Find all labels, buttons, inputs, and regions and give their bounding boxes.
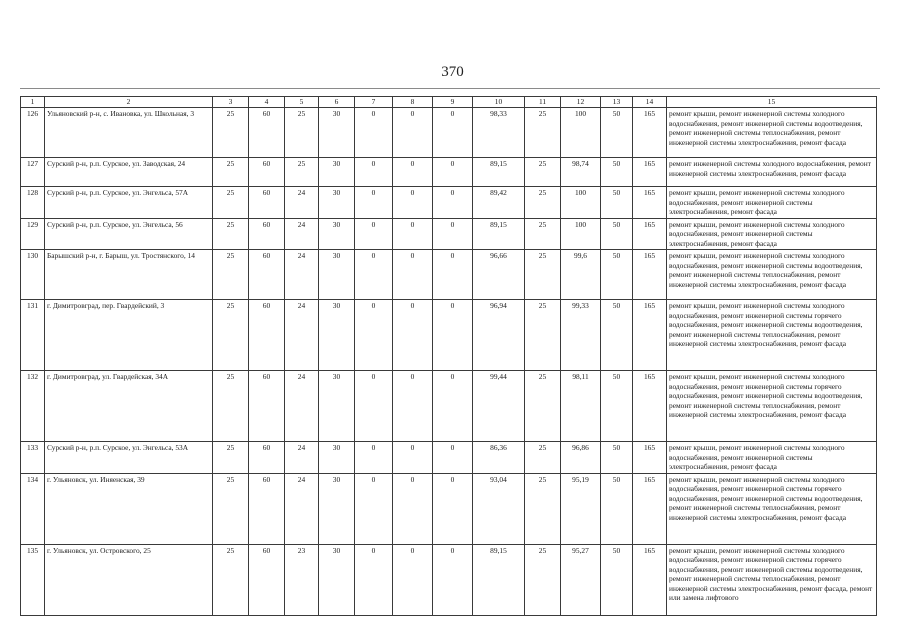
table-cell: 100: [561, 187, 601, 219]
table-cell: 96,94: [473, 300, 525, 371]
table-cell: 25: [525, 544, 561, 615]
table-cell: 24: [285, 371, 319, 442]
column-header: 10: [473, 97, 525, 108]
table-cell: 30: [319, 371, 355, 442]
table-cell: 25: [213, 187, 249, 219]
address-cell: Сурский р-н, р.п. Сурское, ул. Заводская, 24: [45, 158, 213, 187]
row-number: 131: [21, 300, 45, 371]
column-header: 13: [601, 97, 633, 108]
table-cell: 89,42: [473, 187, 525, 219]
table-cell: 93,04: [473, 473, 525, 544]
works-cell: ремонт крыши, ремонт инженерной системы холодного водоснабжения, ремонт инженерной системы электроснабжения, ремонт фасада: [667, 442, 877, 474]
table-cell: 86,36: [473, 442, 525, 474]
table-row: [21, 187, 877, 219]
column-header: 3: [213, 97, 249, 108]
table-cell: 0: [355, 108, 393, 158]
table-cell: 50: [601, 544, 633, 615]
table-cell: 0: [355, 544, 393, 615]
address-cell: Ульяновский р-н, с. Ивановка, ул. Школьная, 3: [45, 108, 213, 158]
table-cell: 0: [433, 250, 473, 300]
row-number: 129: [21, 218, 45, 250]
row-number: 132: [21, 371, 45, 442]
table-cell: 165: [633, 187, 667, 219]
table-cell: 25: [213, 300, 249, 371]
works-cell: ремонт инженерной системы холодного водоснабжения, ремонт инженерной системы электроснабжения, ремонт фасада: [667, 158, 877, 187]
table-cell: 0: [393, 473, 433, 544]
table-cell: 0: [355, 473, 393, 544]
table-row: [21, 473, 877, 544]
table-cell: 0: [355, 371, 393, 442]
table-cell: 50: [601, 250, 633, 300]
table-cell: 30: [319, 158, 355, 187]
works-cell: ремонт крыши, ремонт инженерной системы холодного водоснабжения, ремонт инженерной системы горячего водоснабжения, ремонт инженерной системы водоотведения, ремонт инженерной системы теплоснабжения, ремонт инженерной системы электроснабжения, ремонт фасада: [667, 371, 877, 442]
table-cell: 0: [355, 218, 393, 250]
table-cell: 25: [525, 300, 561, 371]
table-cell: 25: [525, 371, 561, 442]
column-header: 1: [21, 97, 45, 108]
address-cell: Сурский р-н, р.п. Сурское, ул. Энгельса, 53А: [45, 442, 213, 474]
table-cell: 0: [355, 187, 393, 219]
table-cell: 0: [393, 187, 433, 219]
table-cell: 25: [213, 250, 249, 300]
table-cell: 30: [319, 544, 355, 615]
table-cell: 25: [525, 218, 561, 250]
table-cell: 25: [285, 158, 319, 187]
table-cell: 89,15: [473, 158, 525, 187]
column-header: 12: [561, 97, 601, 108]
table-cell: 25: [213, 442, 249, 474]
column-header: 7: [355, 97, 393, 108]
address-cell: г. Ульяновск, ул. Островского, 25: [45, 544, 213, 615]
table-cell: 0: [433, 300, 473, 371]
table-cell: 0: [393, 442, 433, 474]
table-row: [21, 158, 877, 187]
table-cell: 60: [249, 250, 285, 300]
table-cell: 89,15: [473, 544, 525, 615]
table-cell: 30: [319, 187, 355, 219]
table-cell: 24: [285, 250, 319, 300]
column-header: 6: [319, 97, 355, 108]
table-cell: 0: [433, 473, 473, 544]
address-cell: Барышский р-н, г. Барыш, ул. Тростянского, 14: [45, 250, 213, 300]
column-header: 8: [393, 97, 433, 108]
works-cell: ремонт крыши, ремонт инженерной системы холодного водоснабжения, ремонт инженерной системы электроснабжения, ремонт фасада: [667, 218, 877, 250]
table-header-row: [21, 97, 877, 108]
row-number: 126: [21, 108, 45, 158]
address-cell: Сурский р-н, р.п. Сурское, ул. Энгельса, 56: [45, 218, 213, 250]
table-cell: 24: [285, 300, 319, 371]
table-row: [21, 218, 877, 250]
column-header: 2: [45, 97, 213, 108]
row-number: 134: [21, 473, 45, 544]
table-cell: 60: [249, 108, 285, 158]
table-cell: 25: [213, 158, 249, 187]
table-cell: 99,33: [561, 300, 601, 371]
address-cell: г. Димитровград, ул. Гвардейская, 34А: [45, 371, 213, 442]
table-cell: 24: [285, 187, 319, 219]
table-cell: 30: [319, 442, 355, 474]
table-cell: 165: [633, 300, 667, 371]
column-header: 14: [633, 97, 667, 108]
table-cell: 98,33: [473, 108, 525, 158]
table-cell: 30: [319, 473, 355, 544]
table-cell: 95,27: [561, 544, 601, 615]
table-cell: 96,66: [473, 250, 525, 300]
table-cell: 30: [319, 108, 355, 158]
table-cell: 98,11: [561, 371, 601, 442]
table-cell: 0: [433, 108, 473, 158]
address-cell: г. Димитровград, пер. Гвардейский, 3: [45, 300, 213, 371]
table-row: [21, 442, 877, 474]
table-cell: 165: [633, 473, 667, 544]
register-table: [20, 96, 877, 616]
column-header: 4: [249, 97, 285, 108]
table-cell: 60: [249, 218, 285, 250]
table-cell: 0: [433, 544, 473, 615]
table-cell: 30: [319, 250, 355, 300]
table-row: [21, 300, 877, 371]
table-cell: 95,19: [561, 473, 601, 544]
page-divider: [20, 88, 880, 89]
table-cell: 0: [433, 371, 473, 442]
table-cell: 25: [525, 108, 561, 158]
works-cell: ремонт крыши, ремонт инженерной системы холодного водоснабжения, ремонт инженерной системы горячего водоснабжения, ремонт инженерной системы водоотведения, ремонт инженерной системы теплоснабжения, ремонт инженерной системы электроснабжения, ремонт фасада, ремонт или замена лифтового: [667, 544, 877, 615]
table-cell: 165: [633, 250, 667, 300]
works-cell: ремонт крыши, ремонт инженерной системы холодного водоснабжения, ремонт инженерной системы электроснабжения, ремонт фасада: [667, 187, 877, 219]
address-cell: Сурский р-н, р.п. Сурское, ул. Энгельса, 57А: [45, 187, 213, 219]
table-cell: 60: [249, 300, 285, 371]
table-cell: 50: [601, 187, 633, 219]
table-cell: 0: [355, 250, 393, 300]
table-cell: 23: [285, 544, 319, 615]
column-header: 5: [285, 97, 319, 108]
table-cell: 25: [525, 250, 561, 300]
table-cell: 25: [213, 218, 249, 250]
table-cell: 30: [319, 218, 355, 250]
table-cell: 25: [525, 187, 561, 219]
works-cell: ремонт крыши, ремонт инженерной системы холодного водоснабжения, ремонт инженерной системы водоотведения, ремонт инженерной системы теплоснабжения, ремонт инженерной системы электроснабжения, ремонт фасада: [667, 250, 877, 300]
table-cell: 50: [601, 442, 633, 474]
table-cell: 165: [633, 218, 667, 250]
table-cell: 98,74: [561, 158, 601, 187]
table-cell: 25: [525, 442, 561, 474]
table-cell: 0: [393, 250, 433, 300]
table-cell: 60: [249, 473, 285, 544]
table-row: [21, 108, 877, 158]
table-cell: 50: [601, 371, 633, 442]
table-cell: 50: [601, 218, 633, 250]
table-cell: 0: [393, 158, 433, 187]
table-cell: 50: [601, 473, 633, 544]
row-number: 130: [21, 250, 45, 300]
table-cell: 0: [433, 442, 473, 474]
table-cell: 25: [525, 473, 561, 544]
table-cell: 0: [355, 158, 393, 187]
column-header: 9: [433, 97, 473, 108]
table-cell: 0: [393, 544, 433, 615]
table-cell: 0: [355, 300, 393, 371]
row-number: 128: [21, 187, 45, 219]
table-cell: 0: [393, 108, 433, 158]
table-cell: 0: [355, 442, 393, 474]
table-cell: 24: [285, 218, 319, 250]
table-cell: 50: [601, 108, 633, 158]
table-cell: 25: [525, 158, 561, 187]
table-cell: 165: [633, 108, 667, 158]
works-cell: ремонт крыши, ремонт инженерной системы холодного водоснабжения, ремонт инженерной системы горячего водоснабжения, ремонт инженерной системы водоотведения, ремонт инженерной системы теплоснабжения, ремонт инженерной системы электроснабжения, ремонт фасада: [667, 473, 877, 544]
table-cell: 165: [633, 544, 667, 615]
table-cell: 50: [601, 300, 633, 371]
table-cell: 165: [633, 158, 667, 187]
table-cell: 25: [285, 108, 319, 158]
table-cell: 50: [601, 158, 633, 187]
table-cell: 96,86: [561, 442, 601, 474]
table-cell: 0: [393, 371, 433, 442]
table-cell: 24: [285, 473, 319, 544]
table-cell: 0: [393, 300, 433, 371]
table-cell: 0: [393, 218, 433, 250]
table-row: [21, 250, 877, 300]
table-cell: 99,44: [473, 371, 525, 442]
table-cell: 100: [561, 108, 601, 158]
table-cell: 60: [249, 371, 285, 442]
page-number: 370: [441, 64, 464, 80]
column-header: 11: [525, 97, 561, 108]
table-cell: 100: [561, 218, 601, 250]
table-cell: 30: [319, 300, 355, 371]
table-cell: 60: [249, 544, 285, 615]
row-number: 127: [21, 158, 45, 187]
table-cell: 165: [633, 442, 667, 474]
table-cell: 60: [249, 158, 285, 187]
table-cell: 24: [285, 442, 319, 474]
table-cell: 0: [433, 158, 473, 187]
table-cell: 89,15: [473, 218, 525, 250]
table-cell: 60: [249, 442, 285, 474]
works-cell: ремонт крыши, ремонт инженерной системы холодного водоснабжения, ремонт инженерной системы водоотведения, ремонт инженерной системы теплоснабжения, ремонт инженерной системы электроснабжения, ремонт фасада: [667, 108, 877, 158]
table-cell: 25: [213, 108, 249, 158]
works-cell: ремонт крыши, ремонт инженерной системы холодного водоснабжения, ремонт инженерной системы горячего водоснабжения, ремонт инженерной системы водоотведения, ремонт инженерной системы теплоснабжения, ремонт инженерной системы электроснабжения, ремонт фасада: [667, 300, 877, 371]
table-cell: 25: [213, 371, 249, 442]
table-cell: 99,6: [561, 250, 601, 300]
table-cell: 0: [433, 218, 473, 250]
table-cell: 25: [213, 544, 249, 615]
table-cell: 165: [633, 371, 667, 442]
table-cell: 25: [213, 473, 249, 544]
column-header: 15: [667, 97, 877, 108]
row-number: 133: [21, 442, 45, 474]
row-number: 135: [21, 544, 45, 615]
address-cell: г. Ульяновск, ул. Иняенская, 39: [45, 473, 213, 544]
table-cell: 0: [433, 187, 473, 219]
table-row: [21, 544, 877, 615]
table-row: [21, 371, 877, 442]
table-cell: 60: [249, 187, 285, 219]
